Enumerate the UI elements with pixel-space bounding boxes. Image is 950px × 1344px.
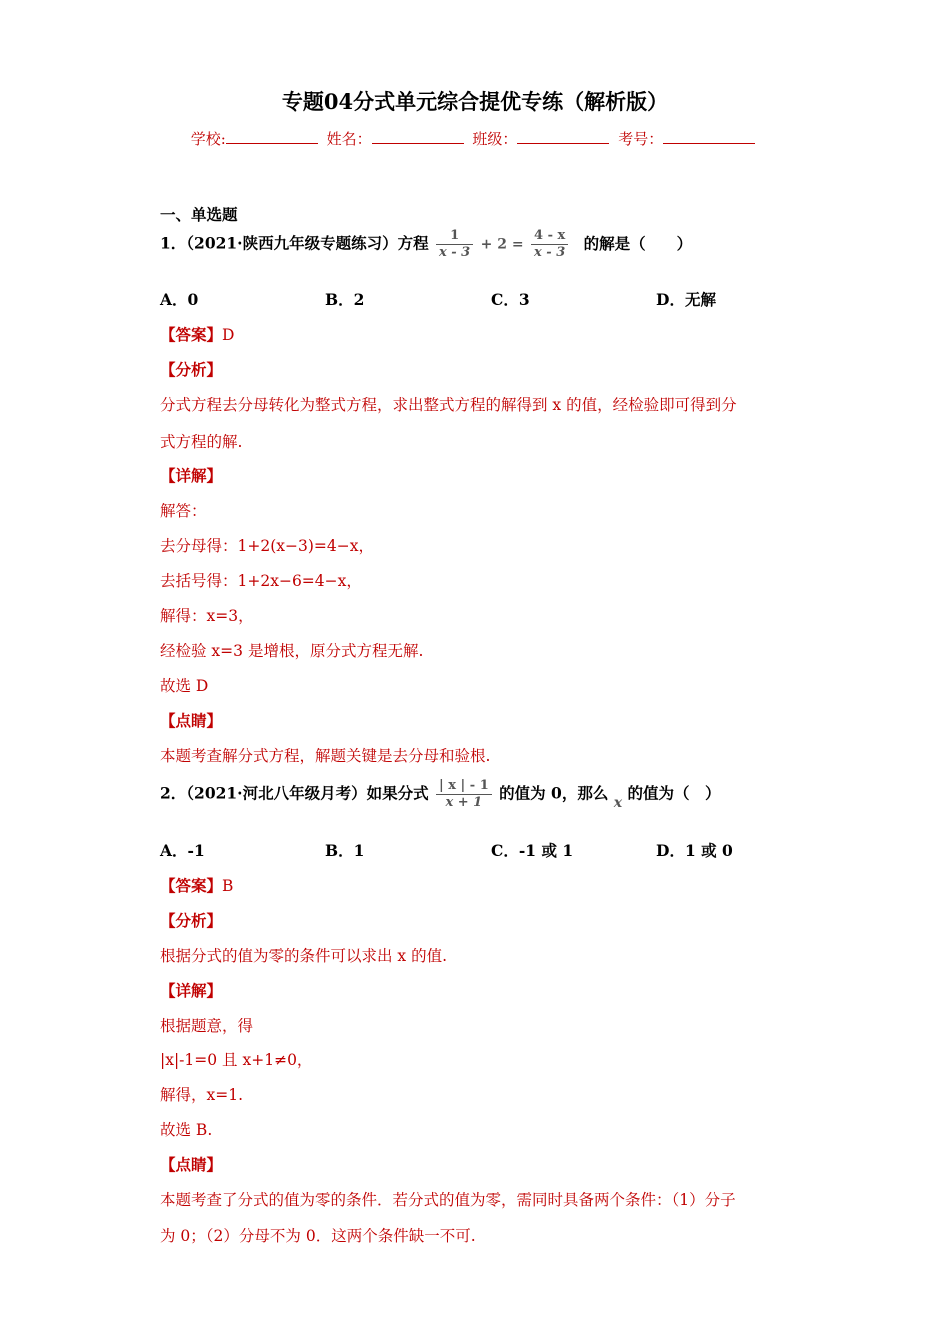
- question-2-stem: [160, 778, 721, 811]
- question-2-comment-tag: 【点睛】: [160, 1155, 223, 1174]
- question-1-fraction-right: $\frac{4 - x}{x - 3}$: [531, 228, 568, 261]
- question-2-option-a[interactable]: A．-1: [160, 841, 205, 860]
- question-1-fraction-left: $\frac{1}{x - 3}$: [436, 228, 473, 261]
- question-1-comment: 本题考查解分式方程，解题关键是去分母和验根.: [160, 747, 491, 765]
- question-1-prefix: 1．（2021·陕西九年级专题练习）方程: [160, 233, 429, 253]
- class-label: 班级：: [472, 130, 518, 148]
- question-1-detail-line: 去分母得：1+2(x−3)=4−x，: [160, 537, 374, 555]
- question-1-detail-line: 故选 D: [160, 677, 209, 695]
- question-1-comment-tag: 【点睛】: [160, 711, 223, 730]
- question-2-prefix: 2．（2021·河北八年级月考）如果分式: [160, 783, 429, 803]
- question-2-detail-line: 解得，x=1.: [160, 1086, 244, 1104]
- question-1-analysis-tag: 【分析】: [160, 360, 223, 379]
- exam-no-blank[interactable]: [663, 129, 755, 144]
- page-title: 专题04分式单元综合提优专练（解析版）: [281, 89, 669, 114]
- answer-value: D: [222, 326, 235, 344]
- question-1-analysis-line-2: 式方程的解.: [160, 433, 243, 451]
- question-2-option-b[interactable]: B．1: [325, 841, 365, 860]
- school-label: 学校:: [190, 130, 226, 148]
- question-2-detail-line: |x|-1=0 且 x+1≠0，: [160, 1051, 313, 1069]
- school-blank[interactable]: [226, 129, 318, 144]
- name-blank[interactable]: [372, 129, 464, 144]
- question-2-option-d[interactable]: D．1 或 0: [656, 841, 733, 860]
- question-2-variable: x: [613, 794, 623, 811]
- question-1-answer: [160, 323, 234, 345]
- question-1-option-b[interactable]: B．2: [325, 290, 365, 309]
- question-1-detail-line: 经检验 x=3 是增根，原分式方程无解.: [160, 642, 424, 660]
- class-blank[interactable]: [517, 129, 609, 144]
- question-2-comment-line-1: 本题考查了分式的值为零的条件．若分式的值为零，需同时具备两个条件：（1）分子: [160, 1191, 736, 1209]
- question-2-option-c[interactable]: C．-1 或 1: [491, 841, 574, 860]
- question-2-fraction: $\frac{| x | - 1}{x + 1}$: [436, 778, 492, 811]
- question-1-option-d[interactable]: D．无解: [656, 290, 716, 309]
- answer-tag: 【答案】: [160, 325, 223, 344]
- question-1-detail-line: 去括号得：1+2x−6=4−x，: [160, 572, 362, 590]
- question-1-analysis-line-1: 分式方程去分母转化为整式方程，求出整式方程的解得到 x 的值，经检验即可得到分: [160, 396, 737, 414]
- answer-tag: 【答案】: [160, 876, 223, 895]
- question-2-middle: 的值为 0，那么: [499, 783, 609, 803]
- question-1-detail-line: 解得：x=3，: [160, 607, 254, 625]
- question-1-suffix: 的解是（ ）: [583, 233, 693, 253]
- question-1-stem: [160, 228, 692, 261]
- question-2-analysis: 根据分式的值为零的条件可以求出 x 的值.: [160, 947, 448, 965]
- exam-no-label: 考号：: [618, 130, 664, 148]
- question-1-detail-line: 解答：: [160, 502, 207, 520]
- section-heading: 一、单选题: [160, 205, 238, 224]
- student-info-line: [0, 128, 950, 149]
- question-2-detail-line: 根据题意，得: [160, 1017, 254, 1035]
- question-1-plus-equals: + 2 =: [480, 236, 524, 253]
- answer-value: B: [222, 877, 234, 895]
- question-2-suffix: 的值为（ ）: [627, 783, 721, 803]
- name-label: 姓名：: [326, 130, 372, 148]
- question-1-option-c[interactable]: C．3: [491, 290, 530, 309]
- question-2-detail-tag: 【详解】: [160, 981, 223, 1000]
- question-2-detail-line: 故选 B.: [160, 1121, 213, 1139]
- question-1-detail-tag: 【详解】: [160, 466, 223, 485]
- question-2-comment-line-2: 为 0；（2）分母不为 0．这两个条件缺一不可.: [160, 1227, 476, 1245]
- question-1-option-a[interactable]: A．0: [160, 290, 199, 309]
- question-2-answer: [160, 874, 233, 896]
- question-2-analysis-tag: 【分析】: [160, 911, 223, 930]
